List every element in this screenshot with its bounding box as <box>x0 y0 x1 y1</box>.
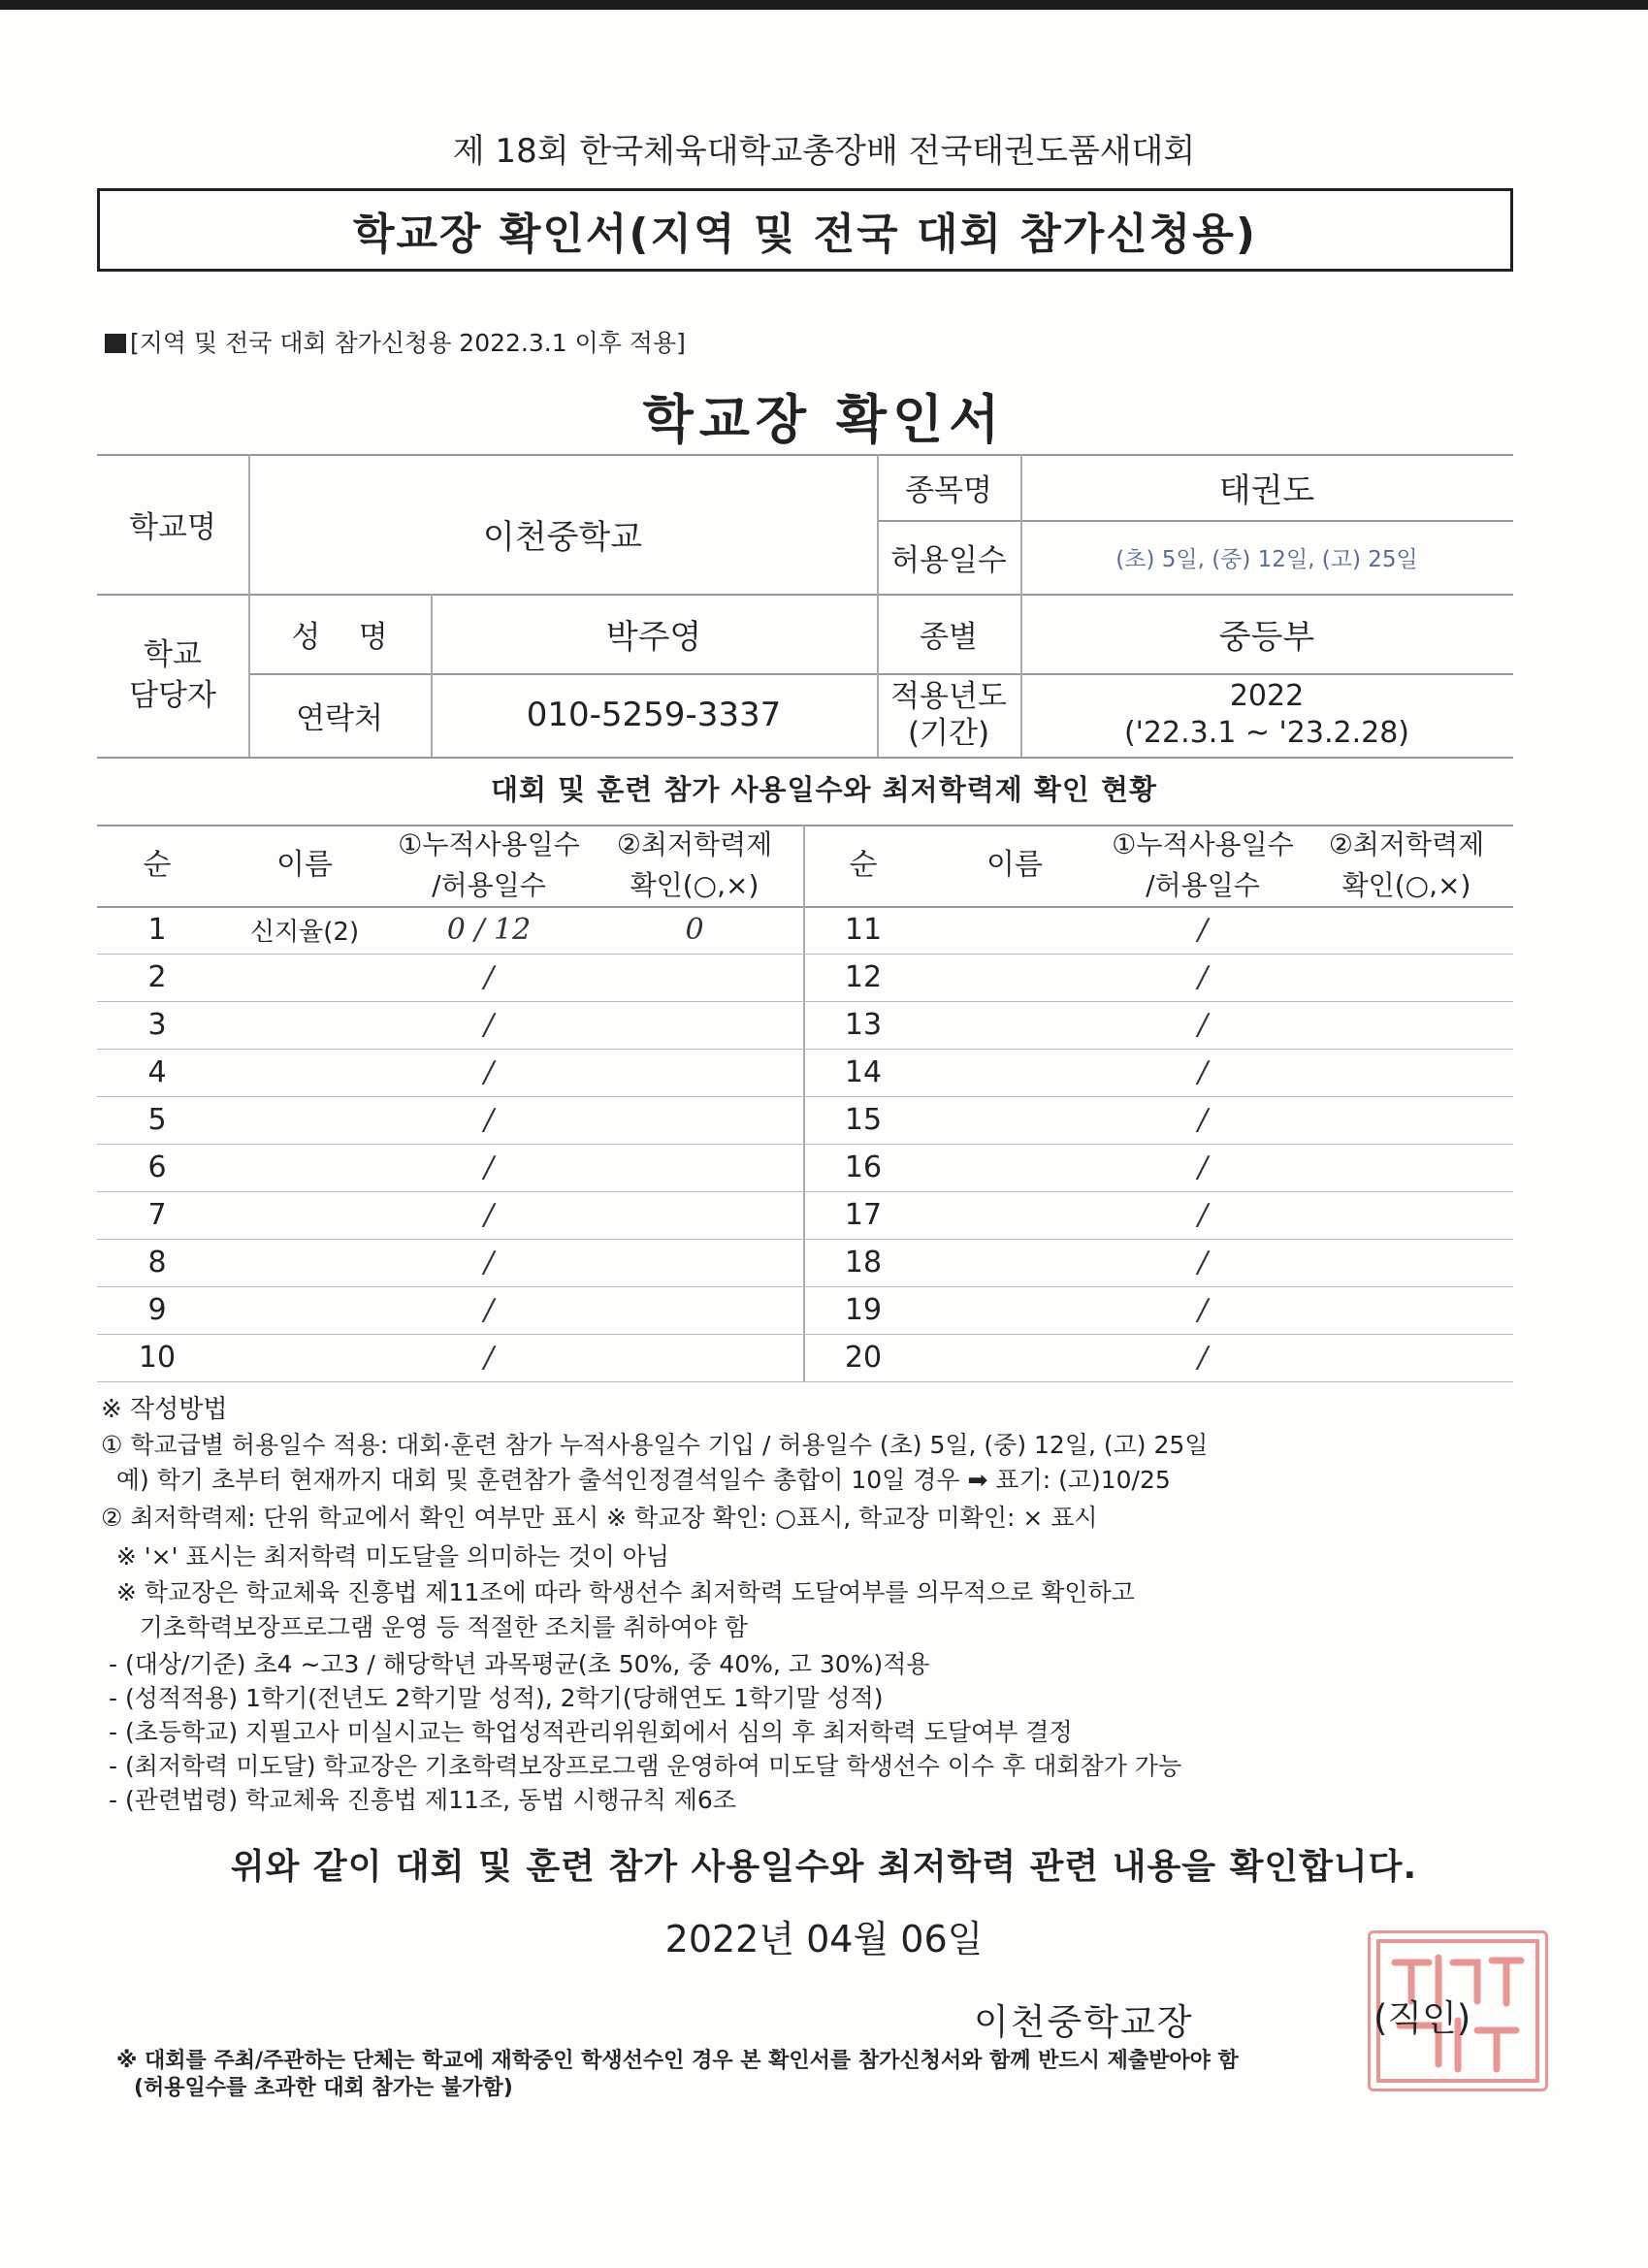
instruction-line: ※ '×' 표시는 최저학력 미도달을 의미하는 것이 아님 <box>101 1542 670 1571</box>
status-cell-check2 <box>1300 1096 1513 1144</box>
status-cell-name <box>217 1334 392 1381</box>
status-cell-days2: / <box>1197 1055 1209 1089</box>
sport-label: 종목명 <box>905 472 992 508</box>
footnote <box>116 2048 1239 2102</box>
status-cell-name2 <box>923 1286 1106 1334</box>
year-label-line2: (기간) <box>907 716 990 751</box>
applicability-note-text: [지역 및 전국 대회 참가신청용 2022.3.1 이후 적용] <box>130 329 686 357</box>
status-cell-name <box>217 1286 392 1334</box>
status-cell-name <box>217 1239 392 1286</box>
document-title: 학교장 확인서(지역 및 전국 대회 참가신청용) <box>353 210 1257 259</box>
col-check-line1-2: ②최저학력제 <box>1328 828 1485 860</box>
status-cell-days: / <box>483 1055 495 1089</box>
instruction-line: - (초등학교) 지필고사 미실시교는 학업성적관리위원회에서 심의 후 최저학력 도달여부 결정 <box>109 1718 1073 1746</box>
col-check-line1: ②최저학력제 <box>616 828 773 860</box>
status-cell-days: / <box>483 1103 495 1137</box>
status-cell-no2: 20 <box>844 1341 883 1375</box>
col-check-line2-2: 확인(○,×) <box>1341 869 1471 901</box>
year-label <box>877 673 1020 757</box>
footnote-line2: (허용일수를 초과한 대회 참가는 불가함) <box>134 2076 513 2100</box>
status-cell-days2: / <box>1197 960 1209 994</box>
col-check-header-2 <box>1300 825 1513 906</box>
status-cell-check2 <box>1300 1334 1513 1381</box>
seal-label: (직인) <box>1373 1997 1471 2039</box>
status-cell-check <box>586 1334 803 1381</box>
instruction-line: ※ 학교장은 학교체육 진흥법 제11조에 따라 학생선수 최저학력 도달여부를 의무적으로 확인하고 <box>101 1578 1135 1606</box>
status-cell-check: 0 <box>685 913 704 947</box>
year-value-line1: 2022 <box>1229 679 1305 713</box>
phone-value: 010-5259-3337 <box>526 696 782 734</box>
status-cell-days: / <box>483 1198 495 1232</box>
status-cell-no2: 14 <box>844 1055 883 1089</box>
applicability-note <box>105 324 686 359</box>
status-cell-no: 2 <box>147 960 167 994</box>
col-name-header-2: 이름 <box>986 848 1043 882</box>
status-cell-days: 0 / 12 <box>446 913 532 947</box>
col-days-header <box>392 825 586 906</box>
event-title: 제 18회 한국체육대학교총장배 전국태권도품새대회 <box>452 132 1196 171</box>
instruction-line: - (최저학력 미도달) 학교장은 기초학력보장프로그램 운영하여 미도달 학생선수 이수 후 대회참가 가능 <box>109 1752 1182 1780</box>
status-cell-days2: / <box>1197 1341 1209 1375</box>
status-cell-no: 5 <box>147 1103 167 1137</box>
status-cell-check2 <box>1300 1191 1513 1239</box>
status-cell-check <box>586 1286 803 1334</box>
status-cell-name: 신지율(2) <box>249 918 360 947</box>
status-cell-name2 <box>923 1049 1106 1096</box>
document-title-box <box>97 188 1513 272</box>
status-cell-check <box>586 1239 803 1286</box>
col-name-header: 이름 <box>276 848 333 882</box>
status-cell-no2: 18 <box>844 1246 883 1280</box>
status-cell-no: 8 <box>147 1246 167 1280</box>
division-value: 중등부 <box>1218 617 1315 657</box>
contact-person-label <box>97 594 248 757</box>
principal-name: 이천중학교장 <box>974 2001 1194 2043</box>
status-cell-no: 6 <box>147 1150 167 1184</box>
allowed-days-label: 허용일수 <box>890 542 1007 578</box>
status-cell-days2: / <box>1197 1198 1209 1232</box>
instruction-line: - (성적적용) 1학기(전년도 2학기말 성적), 2학기(당해연도 1학기말 성적) <box>109 1684 884 1712</box>
scan-top-edge <box>0 0 1648 10</box>
status-cell-name <box>217 1049 392 1096</box>
year-value-line2: ('22.3.1 ~ '23.2.28) <box>1123 716 1410 750</box>
status-cell-no2: 12 <box>844 960 883 994</box>
status-cell-check <box>586 1144 803 1191</box>
instruction-line: 기초학력보장프로그램 운영 등 적절한 조치를 취하여야 함 <box>101 1613 749 1641</box>
status-cell-name <box>217 1144 392 1191</box>
square-bullet-icon <box>105 334 126 353</box>
status-cell-name <box>217 954 392 1001</box>
instruction-line: - (관련법령) 학교체육 진흥법 제11조, 동법 시행규칙 제6조 <box>109 1786 736 1814</box>
school-value: 이천중학교 <box>482 517 643 557</box>
status-cell-name2 <box>923 1096 1106 1144</box>
status-cell-no2: 15 <box>844 1103 883 1137</box>
col-check-line2: 확인(○,×) <box>630 869 759 901</box>
status-cell-days2: / <box>1197 913 1209 947</box>
status-cell-check2 <box>1300 1001 1513 1049</box>
col-days-line1-2: ①누적사용일수 <box>1112 828 1294 860</box>
status-cell-no: 3 <box>147 1008 167 1042</box>
status-cell-check <box>586 954 803 1001</box>
status-cell-days: / <box>483 1341 495 1375</box>
status-cell-check <box>586 1191 803 1239</box>
status-cell-days: / <box>483 960 495 994</box>
status-cell-name2 <box>923 906 1106 954</box>
status-cell-check2 <box>1300 1239 1513 1286</box>
phone-label: 연락처 <box>296 700 383 736</box>
main-title: 학교장 확인서 <box>642 389 1006 450</box>
status-cell-check <box>586 1001 803 1049</box>
status-cell-no2: 16 <box>844 1150 883 1184</box>
col-check-header <box>586 825 803 906</box>
status-cell-name2 <box>923 1191 1106 1239</box>
year-label-line1: 적용년도 <box>890 679 1007 714</box>
status-cell-no: 10 <box>138 1341 177 1375</box>
status-cell-no: 7 <box>147 1198 167 1232</box>
status-cell-name <box>217 1001 392 1049</box>
instruction-line: - (대상/기준) 초4 ~고3 / 해당학년 과목평균(초 50%, 중 40%, 고 30%)적용 <box>109 1650 930 1678</box>
status-cell-days: / <box>483 1150 495 1184</box>
status-cell-check2 <box>1300 906 1513 954</box>
status-cell-name <box>217 1191 392 1239</box>
status-cell-days: / <box>483 1008 495 1042</box>
instruction-line: 예) 학기 초부터 현재까지 대회 및 훈련참가 출석인정결석일수 총합이 10일 경우 ➡ 표기: (고)10/25 <box>101 1466 1171 1494</box>
row-divider <box>97 1381 1513 1382</box>
status-cell-name2 <box>923 1144 1106 1191</box>
col-no-header: 순 <box>143 848 172 882</box>
sport-value: 태권도 <box>1218 470 1315 510</box>
status-cell-check <box>586 1096 803 1144</box>
status-cell-days2: / <box>1197 1150 1209 1184</box>
status-cell-days2: / <box>1197 1103 1209 1137</box>
division-label: 종별 <box>920 619 978 655</box>
status-cell-no: 4 <box>147 1055 167 1089</box>
col-days-header-2 <box>1106 825 1300 906</box>
status-cell-days: / <box>483 1293 495 1327</box>
status-cell-name2 <box>923 1001 1106 1049</box>
school-label: 학교명 <box>129 509 216 545</box>
col-days-line2: /허용일수 <box>432 869 546 901</box>
col-days-line1: ①누적사용일수 <box>398 828 580 860</box>
status-cell-check2 <box>1300 1144 1513 1191</box>
contact-label-line1: 학교 <box>144 637 202 672</box>
contact-name-value: 박주영 <box>605 617 702 657</box>
status-cell-days2: / <box>1197 1293 1209 1327</box>
instruction-line: ① 학교급별 허용일수 적용: 대회·훈련 참가 누적사용일수 기입 / 허용일수 (초) 5일, (중) 12일, (고) 25일 <box>101 1431 1209 1459</box>
status-cell-days: / <box>483 1246 495 1280</box>
status-cell-no: 9 <box>147 1293 167 1327</box>
status-cell-name2 <box>923 1334 1106 1381</box>
footnote-line1: ※ 대회를 주최/주관하는 단체는 학교에 재학중인 학생선수인 경우 본 확인서를 참가신청서와 함께 반드시 제출받아야 함 <box>116 2049 1239 2073</box>
status-cell-name2 <box>923 1239 1106 1286</box>
status-cell-check <box>586 1049 803 1096</box>
instruction-line: ② 최저학력제: 단위 학교에서 확인 여부만 표시 ※ 학교장 확인: ○표시, 학교장 미확인: × 표시 <box>101 1504 1098 1532</box>
status-cell-check2 <box>1300 1049 1513 1096</box>
status-cell-days2: / <box>1197 1008 1209 1042</box>
status-cell-name2 <box>923 954 1106 1001</box>
status-cell-no2: 17 <box>844 1198 883 1232</box>
contact-label-line2: 담당자 <box>129 678 216 713</box>
col-no-header-2: 순 <box>849 848 878 882</box>
col-days-line2-2: /허용일수 <box>1146 869 1260 901</box>
allowed-days-value: (초) 5일, (중) 12일, (고) 25일 <box>1115 546 1418 572</box>
status-cell-check2 <box>1300 1286 1513 1334</box>
signing-date: 2022년 04월 06일 <box>664 1918 984 1960</box>
instructions-heading: ※ 작성방법 <box>101 1395 228 1424</box>
confirmation-statement: 위와 같이 대회 및 훈련 참가 사용일수와 최저학력 관련 내용을 확인합니다. <box>230 1847 1418 1887</box>
year-value <box>1020 673 1513 757</box>
status-cell-days2: / <box>1197 1246 1209 1280</box>
name-label: 성 명 <box>291 619 388 655</box>
status-cell-no2: 19 <box>844 1293 883 1327</box>
status-cell-check2 <box>1300 954 1513 1001</box>
status-cell-no2: 11 <box>844 913 883 947</box>
status-cell-name <box>217 1096 392 1144</box>
status-cell-no2: 13 <box>844 1008 883 1042</box>
status-section-title: 대회 및 훈련 참가 사용일수와 최저학력제 확인 현황 <box>491 773 1157 806</box>
status-cell-no: 1 <box>147 913 167 947</box>
